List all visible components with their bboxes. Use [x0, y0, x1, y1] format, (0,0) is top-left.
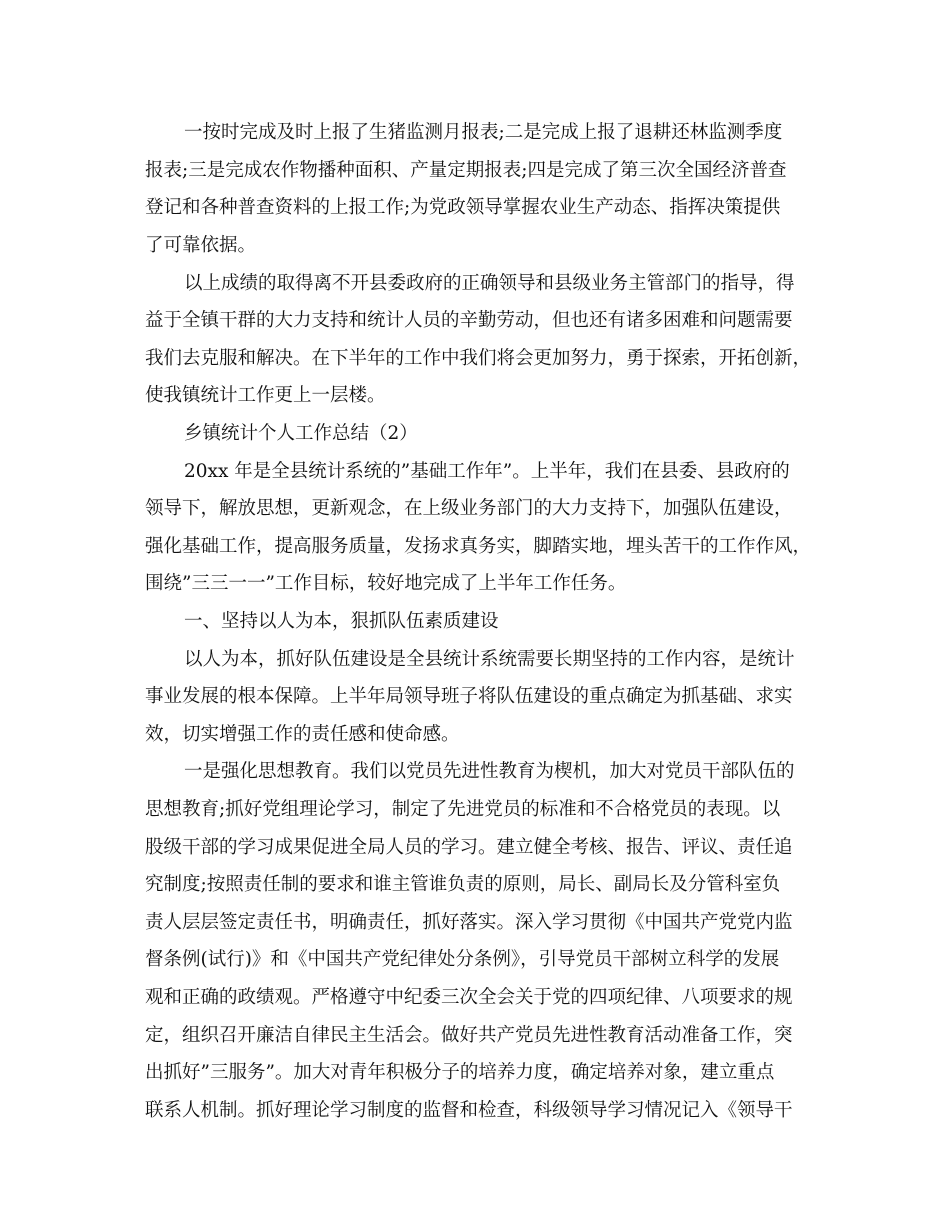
text-line: 责人层层签定责任书，明确责任，抓好落实。深入学习贯彻《中国共产党党内监	[145, 912, 793, 933]
text-line: 联系人机制。抓好理论学习制度的监督和检查，科级领导学习情况记入《领导干	[145, 1100, 793, 1121]
text-line: 以人为本，抓好队伍建设是全县统计系统需要长期坚持的工作内容，是统计	[184, 649, 795, 670]
text-line: 报表;三是完成农作物播种面积、产量定期报表;四是完成了第三次全国经济普查	[145, 160, 787, 181]
text-line: 以上成绩的取得离不开县委政府的正确领导和县级业务主管部门的指导，得	[184, 273, 795, 294]
text-line: 益于全镇干群的大力支持和统计人员的辛勤劳动，但也还有诸多困难和问题需要	[145, 310, 793, 331]
text-line: 20xx 年是全县统计系统的”基础工作年”。上半年，我们在县委、县政府的	[184, 461, 790, 482]
text-line: 效，切实增强工作的责任感和使命感。	[145, 724, 460, 745]
text-line: 究制度;按照责任制的要求和谁主管谁负责的原则，局长、副局长及分管科室负	[145, 874, 781, 895]
text-line: 使我镇统计工作更上一层楼。	[145, 385, 386, 406]
text-line: 一是强化思想教育。我们以党员先进性教育为楔机，加大对党员干部队伍的	[184, 761, 795, 782]
text-line: 我们去克服和解决。在下半年的工作中我们将会更加努力，勇于探索，开拓创新，	[145, 348, 812, 369]
text-line: 事业发展的根本保障。上半年局领导班子将队伍建设的重点确定为抓基础、求实	[145, 686, 793, 707]
text-line: 围绕”三三一一”工作目标，较好地完成了上半年工作任务。	[145, 573, 627, 594]
text-line: 出抓好”三服务”。加大对青年积极分子的培养力度，确定培养对象，建立重点	[145, 1062, 775, 1083]
section-heading: 一、坚持以人为本，狠抓队伍素质建设	[184, 611, 499, 632]
text-line: 定，组织召开廉洁自律民主生活会。做好共产党员先进性教育活动准备工作，突	[145, 1025, 793, 1046]
text-line: 领导下，解放思想，更新观念，在上级业务部门的大力支持下，加强队伍建设，	[145, 498, 793, 519]
text-line: 登记和各种普查资料的上报工作;为党政领导掌握农业生产动态、指挥决策提供	[145, 197, 781, 218]
text-line: 了可靠依据。	[145, 235, 257, 256]
text-line: 观和正确的政绩观。严格遵守中纪委三次全会关于党的四项纪律、八项要求的规	[145, 987, 793, 1008]
text-line: 思想教育;抓好党组理论学习，制定了先进党员的标准和不合格党员的表现。以	[145, 799, 781, 820]
text-line: 督条例(试行)》和《中国共产党纪律处分条例》，引导党员干部树立科学的发展	[145, 949, 780, 970]
text-line: 强化基础工作，提高服务质量，发扬求真务实，脚踏实地，埋头苦干的工作作风，	[145, 536, 812, 557]
section-heading: 乡镇统计个人工作总结（2）	[184, 423, 418, 444]
text-line: 股级干部的学习成果促进全局人员的学习。建立健全考核、报告、评议、责任追	[145, 837, 793, 858]
text-line: 一按时完成及时上报了生猪监测月报表;二是完成上报了退耕还林监测季度	[184, 122, 783, 143]
